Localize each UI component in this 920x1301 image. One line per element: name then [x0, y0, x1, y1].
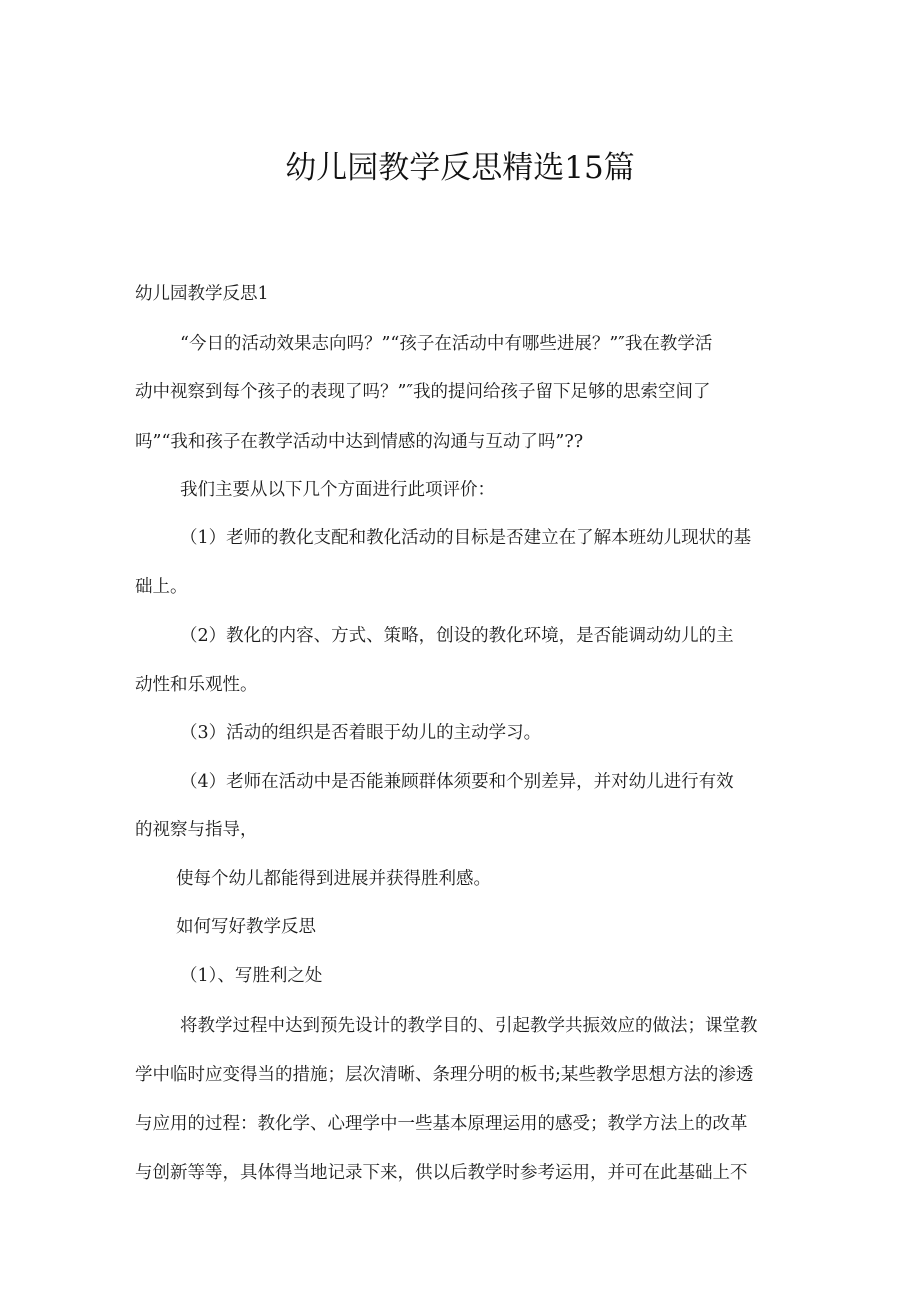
list-item: （4）老师在活动中是否能兼顾群体须要和个别差异，并对幼儿进行有效	[180, 772, 734, 792]
paragraph-line: 动中视察到每个孩子的表现了吗？”″我的提问给孩子留下足够的思索空间了	[135, 382, 711, 402]
list-item: （3）活动的组织是否着眼于幼儿的主动学习。	[180, 723, 542, 743]
list-item: （1）老师的教化支配和教化活动的目标是否建立在了解本班幼儿现状的基	[180, 528, 752, 548]
paragraph-line: 的视察与指导，	[135, 820, 258, 840]
paragraph-line: 吗”“我和孩子在教学活动中达到情感的沟通与互动了吗”??	[135, 432, 584, 452]
paragraph-line: 与创新等等，具体得当地记录下来，供以后教学时参考运用，并可在此基础上不	[135, 1163, 748, 1183]
document-title: 幼儿园教学反思精选15篇	[285, 150, 635, 186]
subheading: 如何写好教学反思	[176, 917, 316, 937]
list-item: （2）教化的内容、方式、策略，创设的教化环境，是否能调动幼儿的主	[180, 626, 734, 646]
list-item: （1）、写胜利之处	[180, 966, 323, 986]
paragraph-line: “今日的活动效果志向吗？”“孩子在活动中有哪些进展？”″我在教学活	[180, 334, 713, 354]
paragraph-line: 我们主要从以下几个方面进行此项评价：	[180, 480, 495, 500]
paragraph-line: 动性和乐观性。	[135, 675, 258, 695]
paragraph-line: 础上。	[135, 577, 188, 597]
paragraph-line: 学中临时应变得当的措施；层次清晰、条理分明的板书;某些教学思想方法的渗透	[135, 1065, 754, 1085]
section-heading: 幼儿园教学反思1	[135, 284, 269, 304]
paragraph-line: 使每个幼儿都能得到进展并获得胜利感。	[176, 869, 491, 889]
paragraph-line: 与应用的过程：教化学、心理学中一些基本原理运用的感受；教学方法上的改革	[135, 1114, 748, 1134]
paragraph-line: 将教学过程中达到预先设计的教学目的、引起教学共振效应的做法；课堂教	[180, 1016, 758, 1036]
